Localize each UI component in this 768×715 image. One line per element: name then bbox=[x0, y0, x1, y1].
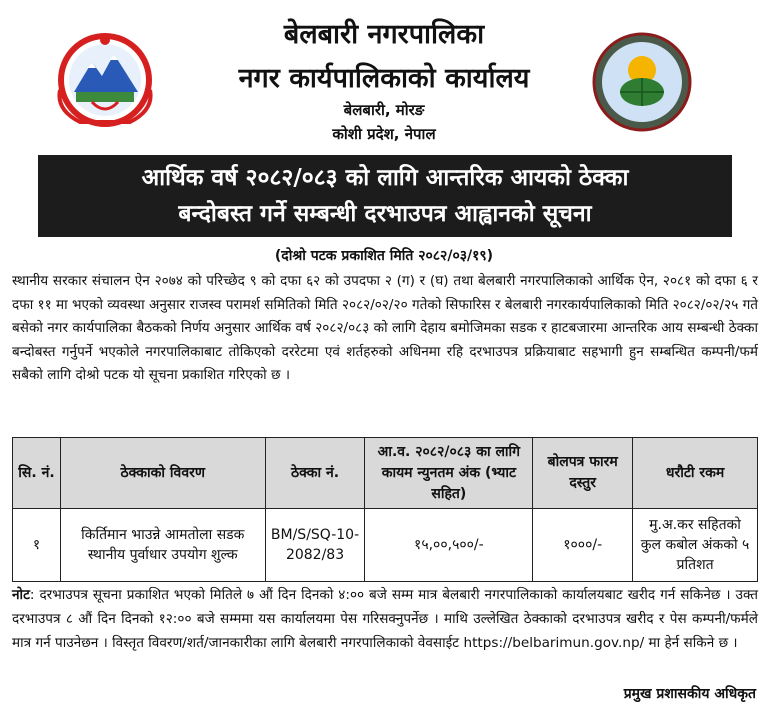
header-form-fee: बोलपत्र फारम दस्तुर bbox=[533, 438, 633, 509]
notice-body-paragraph: स्थानीय सरकार संचालन ऐन २०७४ को परिच्छेद ९ को दफा ६२ को उपदफा २ (ग) र (घ) तथा बेलबारी नगरपालिकाको आर्थिक ऐन, २०८१ को दफा ६ र दफा ११ मा भएको व्यवस्था अनुसार राजस्व परामर्श समितिको मिति २०८२/०२/२० गतेको सिफारिस र बेलबारी नगरकार्यपालिकाको मिति २०८२/०२/२५ गते बसेको नगर कार्यपालिका बैठकको निर्णय अनुसार आर्थिक वर्ष २०८२/०८३ को लागि देहाय बमोजिमका सडक र हाटबजारमा आन्तरिक आय सम्बन्धी ठेक्का बन्दोबस्त गर्नुपर्ने भएकोले नगरपालिकाबाट तोकिएको दररेटमा एवं शर्तहरुको अधिनमा रहि दरभाउपत्र प्रक्रियाबाट सहभागी हुन सम्बन्धित कम्पनी/फर्म सबैको लागि दोश्रो पटक यो सूचना प्रकाशित गरिएको छ । bbox=[12, 273, 758, 383]
letterhead bbox=[0, 0, 768, 152]
tender-table bbox=[12, 437, 758, 582]
publication-date-note: (दोश्रो पटक प्रकाशित मिति २०८२/०३/१९) bbox=[274, 248, 494, 264]
signatory-title: प्रमुख प्रशासकीय अधिकृत bbox=[623, 686, 756, 702]
table-row bbox=[13, 509, 758, 582]
address-line-2: कोशी प्रदेश, नेपाल bbox=[332, 125, 436, 143]
cell-contract-no: BM/S/SQ-10-2082/83 bbox=[265, 509, 365, 582]
header-sn: सि. नं. bbox=[13, 438, 61, 509]
cell-deposit: मु.अ.कर सहितको कुल कबोल अंकको ५ प्रतिशत bbox=[633, 509, 758, 582]
header-contract-no: ठेक्का नं. bbox=[265, 438, 365, 509]
org-name: बेलबारी नगरपालिका bbox=[283, 19, 485, 50]
cell-description: किर्तिमान भाउन्ने आमतोला सडक स्थानीय पुर्वाधार उपयोग शुल्क bbox=[60, 509, 265, 582]
office-name: नगर कार्यपालिकाको कार्यालय bbox=[238, 63, 530, 94]
notice-title-banner bbox=[38, 155, 732, 237]
address-line-1: बेलबारी, मोरङ bbox=[343, 101, 425, 119]
cell-sn: १ bbox=[13, 509, 61, 582]
header-description: ठेक्काको विवरण bbox=[60, 438, 265, 509]
cell-min-amount: १५,००,५००/- bbox=[365, 509, 533, 582]
note-label: नोट bbox=[12, 587, 30, 602]
header-min-amount: आ.व. २०८२/०८३ का लागि कायम न्युनतम अंक (भ्याट सहित) bbox=[365, 438, 533, 509]
notice-title-line-1: आर्थिक वर्ष २०८२/०८३ को लागि आन्तरिक आयको ठेक्का bbox=[141, 165, 629, 191]
notice-title-line-2: बन्दोबस्त गर्ने सम्बन्धी दरभाउपत्र आह्वानको सूचना bbox=[178, 201, 592, 227]
municipality-logo-icon bbox=[590, 30, 695, 135]
header-deposit: धरौटी रकम bbox=[633, 438, 758, 509]
note-paragraph bbox=[12, 583, 758, 655]
cell-form-fee: १०००/- bbox=[533, 509, 633, 582]
table-header-row bbox=[13, 438, 758, 509]
note-text: : दरभाउपत्र सूचना प्रकाशित भएको मितिले ७ औं दिन दिनको ४:०० बजे सम्म मात्र बेलबारी नगरपालिकाको कार्यालयबाट खरीद गर्न सकिनेछ । उक्त दरभाउपत्र ८ औं दिन दिनको १२:०० बजे सम्ममा यस कार्यालयमा पेस गरिसक्नुपर्नेछ । माथि उल्लेखित ठेक्काको दरभाउपत्र खरीद र पेस कम्पनी/फर्मले मात्र गर्न पाउनेछन । विस्तृत विवरण/शर्त/जानकारीका लागि बेलबारी नगरपालिकाको वेवसाईट https://belbarimun.gov.np/ मा हेर्न सकिने छ । bbox=[12, 587, 758, 651]
